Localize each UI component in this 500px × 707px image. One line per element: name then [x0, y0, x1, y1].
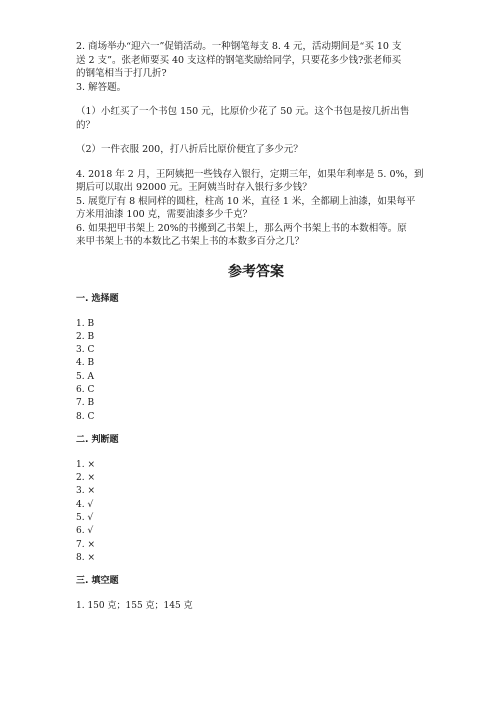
list-item: 7. B	[76, 398, 95, 409]
question-2-line-2: 送 2 支”。张老师要买 40 支这样的钢笔奖励给同学，只要花多少钱?张老师买	[76, 54, 402, 66]
list-item: 1. B	[76, 318, 95, 329]
list-item: 7. ×	[76, 539, 95, 550]
list-item: 6. √	[76, 526, 94, 537]
list-item: 5. √	[76, 513, 94, 524]
question-4-line-1: 4. 2018 年 2 月，王阿姨把一些钱存入银行，定期三年，如果年利率是 5. 0%，到	[76, 168, 424, 180]
question-6-line-1: 6. 如果把甲书架上 20%的书搬到乙书架上，那么两个书架上书的本数相等。原	[76, 222, 407, 234]
question-2-line-1: 2. 商场举办“迎六一”促销活动。一种钢笔每支 8. 4 元，活动期间是“买 10 支	[76, 41, 402, 52]
choice-answer-list	[76, 318, 436, 424]
list-item: 1. ×	[76, 459, 95, 470]
judge-answer-list	[76, 459, 436, 565]
list-item: 4. B	[76, 358, 95, 369]
list-item: 8. ×	[76, 552, 95, 563]
list-item: 5. A	[76, 371, 94, 382]
question-5-line-2: 方米用油漆 100 克，需要油漆多少千克？	[76, 209, 253, 220]
question-2-line-3: 的钢笔相当于打几折?	[76, 68, 167, 79]
list-item: 3. ×	[76, 486, 95, 497]
answers-title: 参考答案	[228, 263, 284, 280]
list-item: 3. C	[76, 345, 95, 356]
list-item: 6. C	[76, 384, 95, 395]
list-item: 2. ×	[76, 473, 95, 484]
question-5-line-1: 5. 展览厅有 8 根同样的圆柱，柱高 10 米，直径 1 米，全都刷上油漆，如果每平	[76, 195, 416, 207]
list-item: 4. √	[76, 499, 94, 510]
section-judge-heading: 二. 判断题	[76, 434, 119, 445]
question-3-1-line-1: （1）小红买了一个书包 150 元，比原价少花了 50 元。这个书包是按几折出售	[76, 106, 410, 117]
question-4-line-2: 期后可以取出 92000 元。王阿姨当时存入银行多少钱？	[76, 182, 312, 193]
list-item: 2. B	[76, 331, 95, 342]
question-6-line-2: 来甲书架上书的本数比乙书架上书的本数多百分之几？	[76, 236, 305, 247]
section-choice-heading: 一. 选择题	[76, 293, 119, 304]
question-3-2: （2）一件衣服 200，打八折后比原价便宜了多少元？	[76, 144, 303, 155]
question-3-heading: 3. 解答题。	[76, 81, 127, 93]
document-page	[76, 40, 436, 614]
question-3-1-line-2: 的？	[76, 119, 96, 131]
list-item: 8. C	[76, 411, 95, 422]
fill-answer-1: 1. 150 克；155 克；145 克	[76, 601, 193, 612]
section-fill-heading: 三. 填空题	[76, 576, 119, 587]
